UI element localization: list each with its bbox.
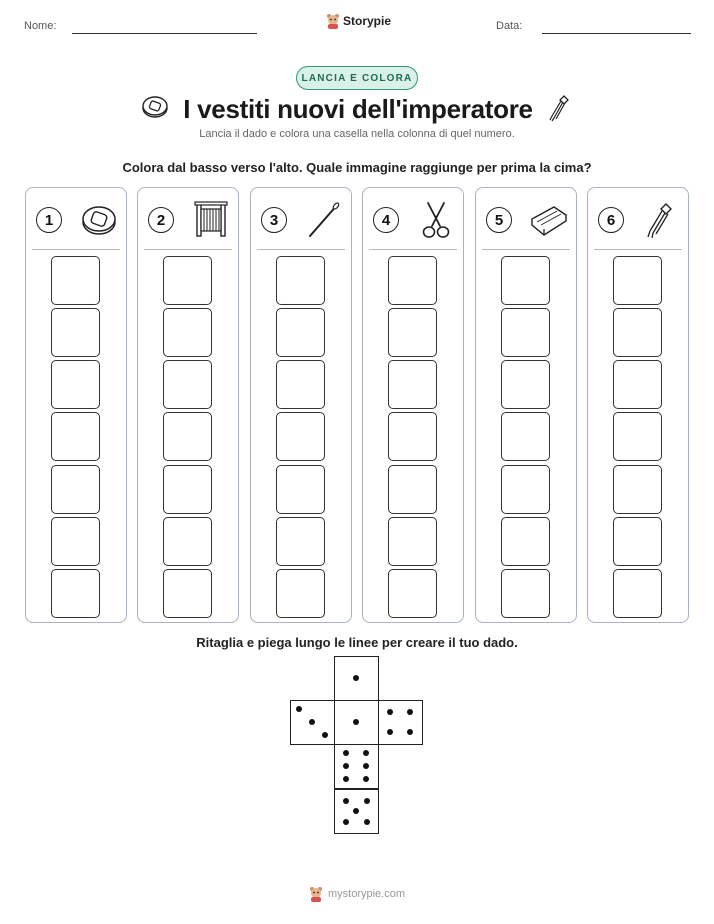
needle-icon: [303, 200, 345, 240]
instruction-top: Colora dal basso verso l'alto. Quale immagine raggiunge per prima la cima?: [122, 160, 592, 175]
column-header: [148, 200, 232, 240]
color-cell[interactable]: [51, 308, 100, 357]
name-line[interactable]: [72, 33, 257, 34]
die-pip: [322, 732, 328, 738]
color-cell[interactable]: [276, 569, 325, 618]
color-cell[interactable]: [51, 412, 100, 461]
scissors-icon: [415, 200, 457, 240]
brand-logo: [326, 13, 391, 29]
column-divider: [369, 249, 457, 250]
column-header: [36, 200, 120, 240]
color-cell[interactable]: [51, 569, 100, 618]
color-cell[interactable]: [501, 308, 550, 357]
die-pip: [387, 729, 393, 735]
die-pip: [353, 808, 359, 814]
instruction-bottom: Ritaglia e piega lungo le linee per creare il tuo dado.: [196, 635, 518, 650]
color-cell[interactable]: [163, 517, 212, 566]
die-face-5: [334, 789, 379, 834]
column-1: [25, 187, 127, 623]
die-face-4: [378, 700, 423, 745]
die-pip: [343, 819, 349, 825]
column-number: 3: [261, 207, 287, 233]
color-cell[interactable]: [388, 256, 437, 305]
color-cell[interactable]: [276, 517, 325, 566]
die-pip: [353, 675, 359, 681]
color-cell[interactable]: [276, 465, 325, 514]
color-cell[interactable]: [501, 517, 550, 566]
column-header: [261, 200, 345, 240]
column-divider: [594, 249, 682, 250]
color-cell[interactable]: [388, 517, 437, 566]
thread-icon: [640, 200, 682, 240]
die-pip: [363, 750, 369, 756]
color-cell[interactable]: [163, 569, 212, 618]
column-2: [137, 187, 239, 623]
color-cell[interactable]: [501, 256, 550, 305]
column-divider: [32, 249, 120, 250]
die-pip: [387, 709, 393, 715]
color-cell[interactable]: [613, 360, 662, 409]
color-cell[interactable]: [501, 412, 550, 461]
color-cell[interactable]: [51, 465, 100, 514]
die-pip: [343, 776, 349, 782]
activity-badge: LANCIA E COLORA: [296, 66, 418, 90]
die-pip: [309, 719, 315, 725]
column-header: [598, 200, 682, 240]
footer: [0, 886, 714, 902]
color-cell[interactable]: [613, 517, 662, 566]
column-divider: [482, 249, 570, 250]
color-cell[interactable]: [388, 569, 437, 618]
column-header: [486, 200, 570, 240]
column-number: 5: [486, 207, 512, 233]
color-cell[interactable]: [163, 360, 212, 409]
color-cell[interactable]: [388, 360, 437, 409]
color-cell[interactable]: [613, 569, 662, 618]
color-cell[interactable]: [613, 412, 662, 461]
die-pip: [296, 706, 302, 712]
column-divider: [257, 249, 345, 250]
die-pip: [343, 750, 349, 756]
column-3: [250, 187, 352, 623]
color-cell[interactable]: [388, 465, 437, 514]
die-pip: [363, 763, 369, 769]
color-cell[interactable]: [163, 256, 212, 305]
color-cell[interactable]: [51, 517, 100, 566]
die-pip: [407, 729, 413, 735]
column-number: 1: [36, 207, 62, 233]
column-6: [587, 187, 689, 623]
color-cell[interactable]: [276, 256, 325, 305]
die-face-1: [334, 700, 379, 745]
column-4: [362, 187, 464, 623]
color-cell[interactable]: [388, 308, 437, 357]
color-cell[interactable]: [613, 308, 662, 357]
color-cell[interactable]: [276, 412, 325, 461]
column-number: 2: [148, 207, 174, 233]
die-face-1: [334, 656, 379, 701]
column-number: 4: [373, 207, 399, 233]
color-cell[interactable]: [501, 465, 550, 514]
color-cell[interactable]: [501, 569, 550, 618]
die-pip: [343, 763, 349, 769]
date-label: Data:: [496, 20, 523, 32]
color-cell[interactable]: [613, 465, 662, 514]
die-pip: [363, 776, 369, 782]
column-header: [373, 200, 457, 240]
die-face-3: [290, 700, 335, 745]
color-cell[interactable]: [613, 256, 662, 305]
title-row: [0, 92, 714, 127]
thread-icon: [547, 92, 573, 127]
die-pip: [407, 709, 413, 715]
color-cell[interactable]: [51, 256, 100, 305]
storypie-mascot-icon: [309, 886, 323, 902]
die-pip: [353, 719, 359, 725]
coin-icon: [78, 200, 120, 240]
column-divider: [144, 249, 232, 250]
brand-name: Storypie: [343, 14, 392, 28]
die-pip: [364, 819, 370, 825]
fabric-icon: [528, 200, 570, 240]
name-label: Nome:: [24, 20, 57, 32]
page-title: I vestiti nuovi dell'imperatore: [183, 94, 533, 124]
color-cell[interactable]: [501, 360, 550, 409]
die-pip: [343, 798, 349, 804]
die-face-6: [334, 744, 379, 789]
color-cell[interactable]: [276, 360, 325, 409]
loom-icon: [190, 200, 232, 240]
column-number: 6: [598, 207, 624, 233]
color-cell[interactable]: [163, 308, 212, 357]
coin-icon: [141, 95, 169, 124]
die-pip: [364, 798, 370, 804]
color-cell[interactable]: [163, 412, 212, 461]
page-subtitle: Lancia il dado e colora una casella nella colonna di quel numero.: [199, 128, 515, 140]
color-cell[interactable]: [51, 360, 100, 409]
footer-url[interactable]: mystorypie.com: [327, 888, 406, 900]
color-cell[interactable]: [388, 412, 437, 461]
storypie-mascot-icon: [326, 13, 340, 29]
date-line[interactable]: [542, 33, 691, 34]
color-cell[interactable]: [276, 308, 325, 357]
color-cell[interactable]: [163, 465, 212, 514]
column-5: [475, 187, 577, 623]
